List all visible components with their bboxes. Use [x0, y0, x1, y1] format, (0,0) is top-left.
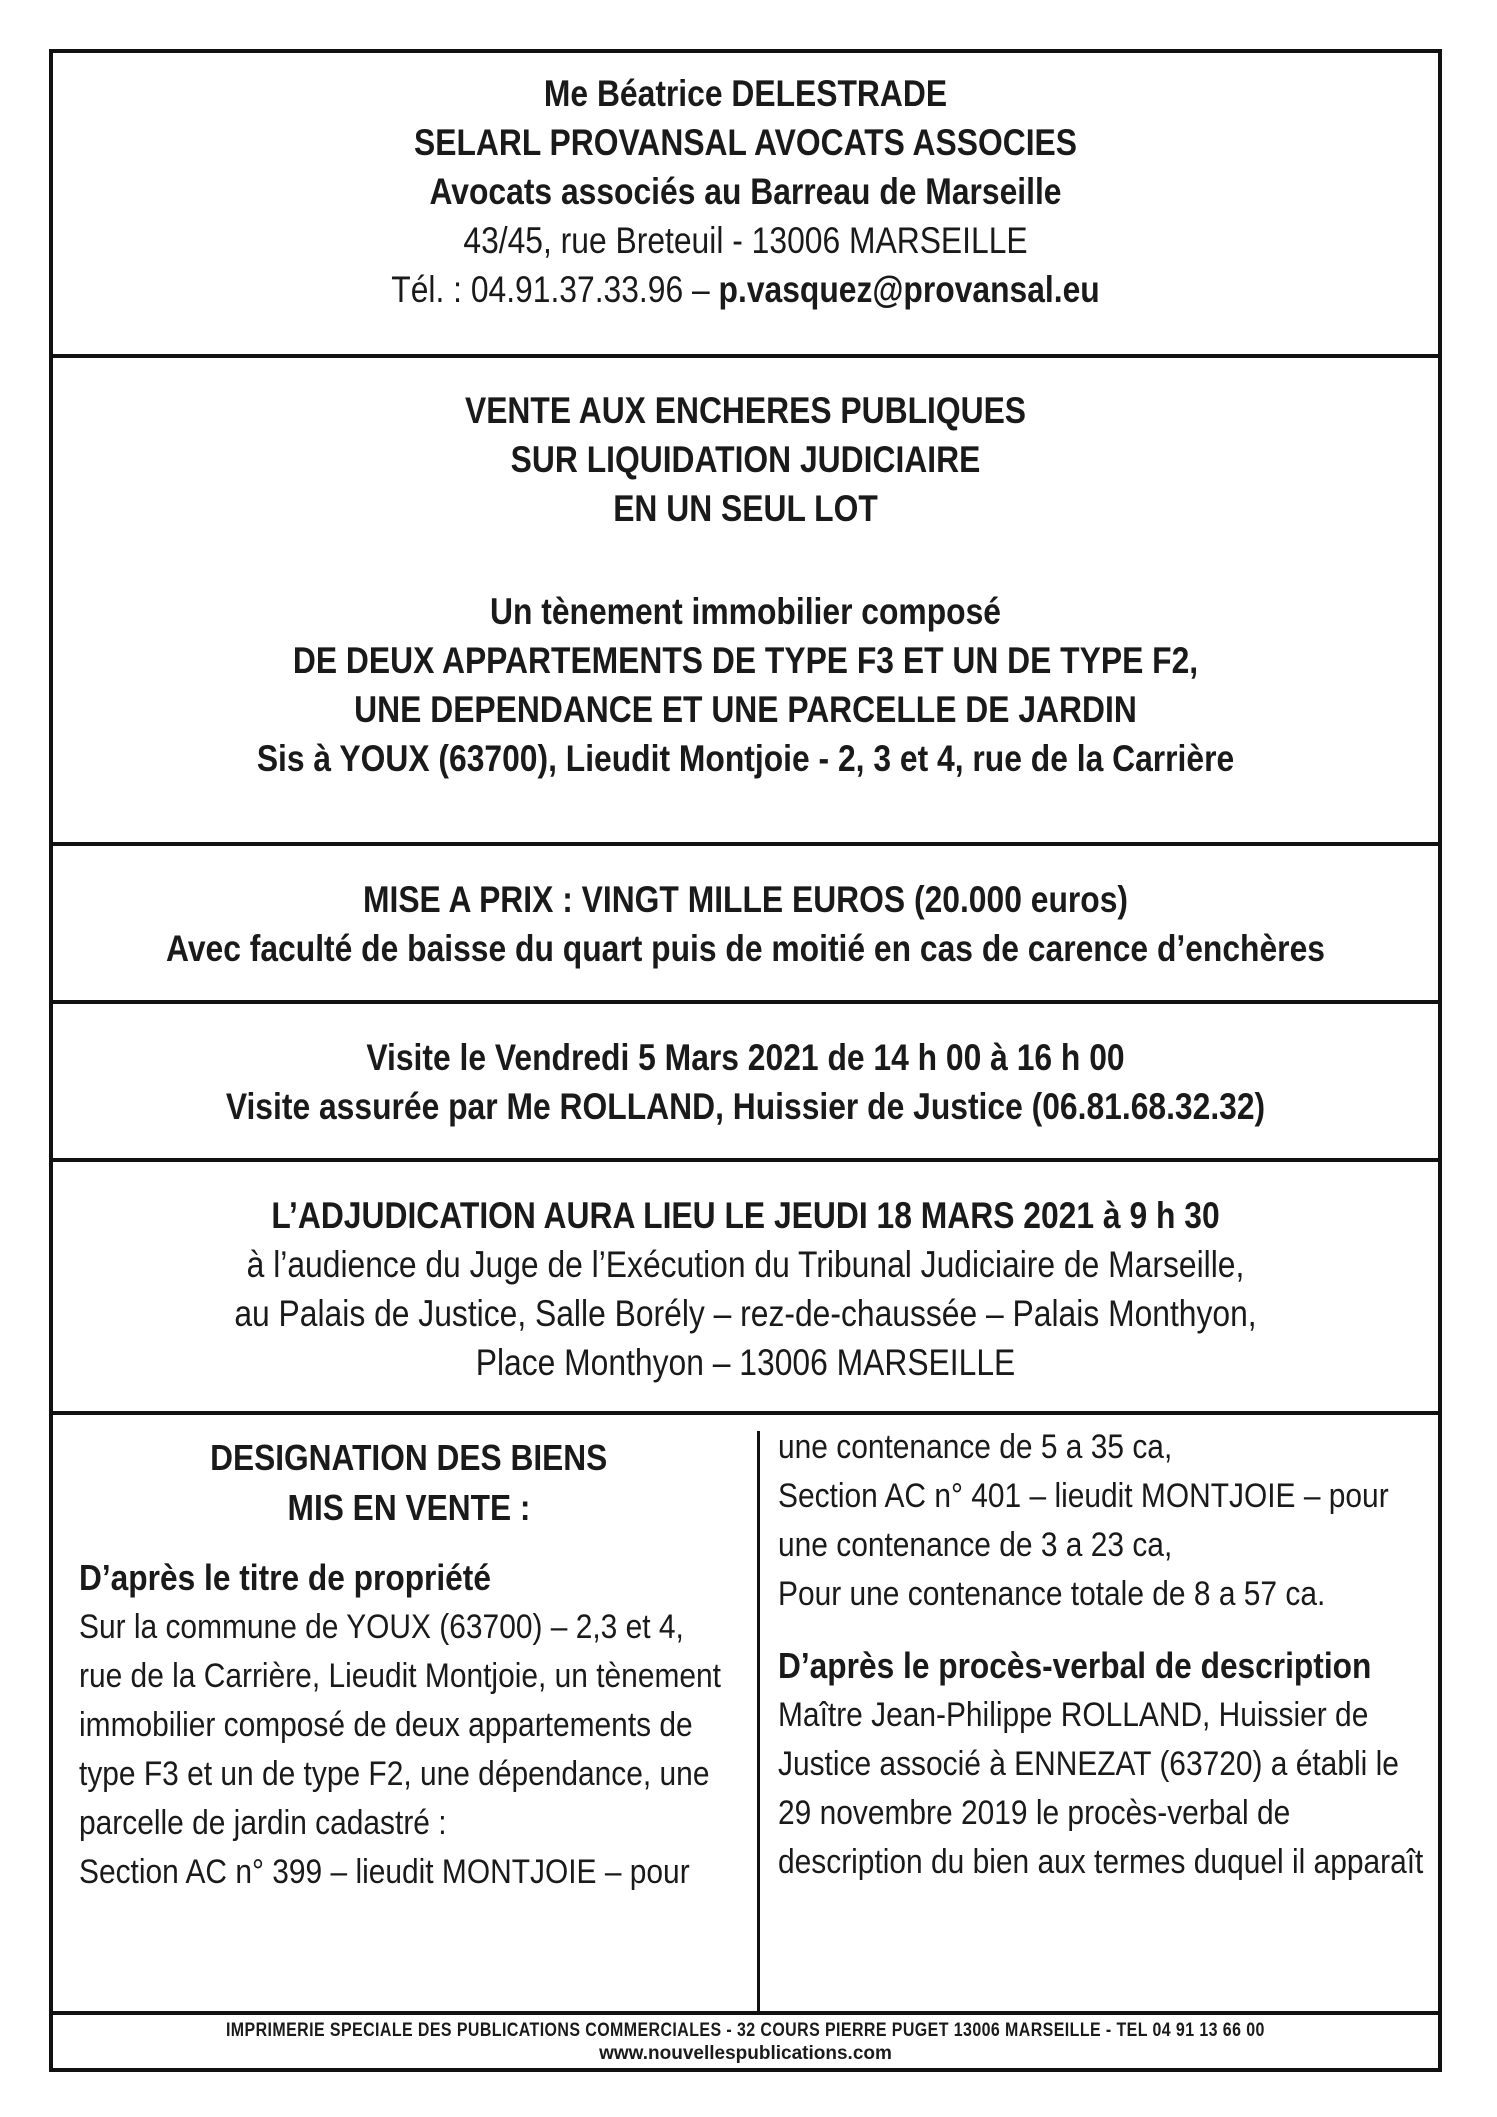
adjudication-court: à l’audience du Juge de l’Exécution du Tribunal Judiciaire de Marseille, — [246, 1244, 1245, 1285]
designation-title: DESIGNATION DES BIENS — [210, 1437, 608, 1478]
printer-footer — [53, 2019, 1438, 2065]
left-line: type F3 et un de type F2, une dépendance, une — [79, 1755, 710, 1793]
sale-type: SUR LIQUIDATION JUDICIAIRE — [510, 439, 981, 480]
adjudication-venue: au Palais de Justice, Salle Borély – rez-de-chaussée – Palais Monthyon, — [234, 1293, 1257, 1334]
right-line: une contenance de 5 a 35 ca, — [778, 1428, 1173, 1466]
right-line: une contenance de 3 a 23 ca, — [778, 1526, 1173, 1564]
printer-website[interactable]: www.nouvellespublications.com — [599, 2043, 892, 2064]
left-line: rue de la Carrière, Lieudit Montjoie, un tènement — [79, 1657, 721, 1695]
left-line: Sur la commune de YOUX (63700) – 2,3 et 4, — [79, 1608, 684, 1646]
designation-right-column — [778, 1423, 1428, 1887]
left-line: parcelle de jardin cadastré : — [79, 1804, 447, 1842]
visit-section — [53, 1033, 1438, 1131]
right-line: Maître Jean-Philippe ROLLAND, Huissier de — [778, 1696, 1369, 1734]
printer-address: IMPRIMERIE SPECIALE DES PUBLICATIONS COMMERCIALES - 32 COURS PIERRE PUGET 13006 MARSEILLE - TEL 04 91 13 66 00 — [226, 2020, 1265, 2041]
right-line: Justice associé à ENNEZAT (63720) a établi le — [778, 1745, 1399, 1783]
property-intro: Un tènement immobilier composé — [489, 591, 1001, 632]
lawyer-header — [53, 69, 1438, 314]
starting-price: MISE A PRIX : VINGT MILLE EUROS (20.000 euros) — [362, 879, 1128, 920]
property-units: DE DEUX APPARTEMENTS DE TYPE F3 ET UN DE TYPE F2, — [292, 640, 1199, 681]
price-reduction: Avec faculté de baisse du quart puis de moitié en cas de carence d’enchères — [166, 928, 1325, 969]
sale-section — [53, 386, 1438, 783]
lawyer-name: Me Béatrice DELESTRADE — [543, 73, 948, 114]
firm-name: SELARL PROVANSAL AVOCATS ASSOCIES — [413, 122, 1078, 163]
email-link[interactable]: p.vasquez@provansal.eu — [718, 269, 1100, 310]
adjudication-address: Place Monthyon – 13006 MARSEILLE — [475, 1342, 1016, 1383]
divider — [53, 2011, 1438, 2015]
property-extras: UNE DEPENDANCE ET UNE PARCELLE DE JARDIN — [354, 689, 1137, 730]
contact-line — [150, 265, 1341, 314]
divider — [53, 354, 1438, 358]
sale-title: VENTE AUX ENCHERES PUBLIQUES — [464, 390, 1027, 431]
sale-lot: EN UN SEUL LOT — [613, 488, 878, 529]
phone: Tél. : 04.91.37.33.96 – — [391, 269, 710, 310]
adjudication-section — [53, 1191, 1438, 1387]
adjudication-title: L’ADJUDICATION AURA LIEU LE JEUDI 18 MARS 2021 à 9 h 30 — [271, 1195, 1220, 1236]
property-location: Sis à YOUX (63700), Lieudit Montjoie - 2, 3 et 4, rue de la Carrière — [256, 738, 1235, 779]
divider — [53, 842, 1438, 846]
price-section — [53, 875, 1438, 973]
notice-frame — [49, 49, 1442, 2072]
divider — [53, 1411, 1438, 1415]
right-line: Pour une contenance totale de 8 a 57 ca. — [778, 1575, 1326, 1613]
bar-affiliation: Avocats associés au Barreau de Marseille — [429, 171, 1062, 212]
left-line: Section AC n° 399 – lieudit MONTJOIE – pour — [79, 1853, 690, 1891]
designation-subtitle: MIS EN VENTE : — [287, 1487, 531, 1528]
designation-left-column — [79, 1433, 739, 1897]
right-line: Section AC n° 401 – lieudit MONTJOIE – pour — [778, 1477, 1389, 1515]
divider — [53, 1158, 1438, 1162]
right-line: description du bien aux termes duquel il apparaît — [778, 1843, 1424, 1881]
divider — [53, 1000, 1438, 1004]
right-line: 29 novembre 2019 le procès-verbal de — [778, 1794, 1291, 1832]
title-deed-heading: D’après le titre de propriété — [79, 1557, 491, 1598]
firm-address: 43/45, rue Breteuil - 13006 MARSEILLE — [463, 220, 1028, 261]
left-line: immobilier composé de deux appartements de — [79, 1706, 693, 1744]
report-heading: D’après le procès-verbal de description — [778, 1645, 1372, 1686]
column-separator — [757, 1431, 760, 2011]
visit-bailiff: Visite assurée par Me ROLLAND, Huissier de Justice (06.81.68.32.32) — [225, 1086, 1266, 1127]
visit-date: Visite le Vendredi 5 Mars 2021 de 14 h 00 à 16 h 00 — [366, 1037, 1125, 1078]
